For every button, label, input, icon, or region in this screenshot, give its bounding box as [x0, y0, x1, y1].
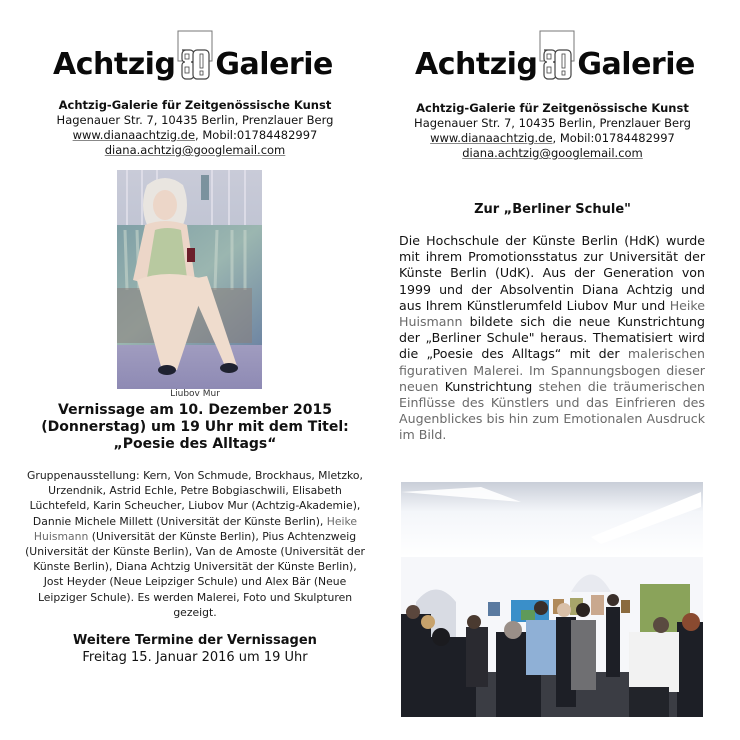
- org-name: Achtzig-Galerie für Zeitgenössische Kunst: [416, 101, 689, 115]
- email-link[interactable]: diana.achtzig@googlemail.com: [462, 146, 643, 160]
- text-part-2: bildete sich die neue Kunstrichtung der „Berliner Schule" heraus. Thematisiert wird die „Poesie des Alltags“ mit der: [399, 314, 705, 362]
- more-dates-title: Weitere Termine der Vernissagen: [73, 633, 317, 648]
- headline-line-3: „Poesie des Alltags“: [113, 436, 277, 452]
- logo-80-icon: [177, 30, 213, 80]
- group-exhibition-text: [25, 468, 365, 620]
- mobile-number: , Mobil:01784482997: [195, 128, 318, 142]
- street-address: Hagenauer Str. 7, 10435 Berlin, Prenzlauer Berg: [56, 113, 334, 127]
- address-block-2: [385, 101, 720, 161]
- text-part-1: Die Hochschule der Künste Berlin (HdK) wurde mit ihrem Promotionsstatus zur Universität der Künste Berlin (UdK). Aus der Generation von 1999 und der Absolventin Diana Achtzig und aus Ihrem Künstlerumfeld Liubov Mur und: [399, 233, 705, 313]
- more-dates-date: Freitag 15. Januar 2016 um 19 Uhr: [82, 650, 308, 665]
- painting-image: [117, 170, 262, 389]
- street-address: Hagenauer Str. 7, 10435 Berlin, Prenzlauer Berg: [414, 116, 691, 130]
- website-link[interactable]: www.dianaachtzig.de: [72, 128, 196, 142]
- logo-word-galerie: Galerie: [577, 47, 695, 82]
- website-link[interactable]: www.dianaachtzig.de: [430, 131, 553, 145]
- text-highlight-2: malerischen figurativen Malerei. Im Spannungsbogen dieser neuen: [399, 346, 705, 394]
- logo-word-galerie: Galerie: [215, 47, 333, 82]
- more-dates: [20, 632, 370, 666]
- mobile-number: , Mobil:01784482997: [552, 131, 675, 145]
- vernissage-photo: [401, 482, 703, 717]
- org-name: Achtzig-Galerie für Zeitgenössische Kunst: [58, 98, 332, 112]
- group-text-part-2: (Universität der Künste Berlin), Pius Achtenzweig (Universität der Künste Berlin), Van de Amoste (Universität der Künste Berlin), Diana Achtzig Universität der Künste Berlin), Jost Heyder (Neue Leipziger Schule) und Alex Bär (Neue Leipziger Schule). Es werden Malerei, Foto und Skulpturen gezeigt.: [25, 529, 365, 619]
- text-highlight-3: stehen die träumerischen Einflüsse des Künstlers und das Einfrieren des Augenblickes bis hin zum Emotionalen Ausdruck im Bild.: [399, 378, 705, 443]
- painting-caption: Liubov Mur: [170, 389, 220, 399]
- logo-80-icon: [539, 30, 575, 80]
- gallery-logo: [53, 30, 333, 80]
- section-title: Zur „Berliner Schule": [474, 202, 631, 217]
- berliner-schule-text: [399, 233, 705, 444]
- text-part-3: Kunstrichtung: [444, 378, 533, 394]
- logo-word-achtzig: Achtzig: [415, 47, 538, 82]
- group-text-part-1: Gruppenausstellung: Kern, Von Schmude, Brockhaus, Mletzko, Urzendnik, Astrid Echle, Petre Bobgiaschwili, Elisabeth Lüchtefeld, Karin Scheucher, Liubov Mur (Achtzig-Akademie), Dannie Michele Millett (Universität der Künste Berlin),: [27, 469, 363, 528]
- headline-line-1: Vernissage am 10. Dezember 2015: [58, 402, 332, 418]
- address-block: [20, 98, 370, 158]
- group-text-highlight: Heike Huismann: [33, 514, 358, 543]
- headline-line-2: (Donnerstag) um 19 Uhr mit dem Titel:: [41, 419, 349, 435]
- gallery-logo-2: [415, 30, 695, 80]
- email-link[interactable]: diana.achtzig@googlemail.com: [104, 143, 286, 157]
- logo-word-achtzig: Achtzig: [53, 47, 176, 82]
- vernissage-headline: [20, 402, 370, 453]
- text-highlight-1: Heike Huismann: [399, 297, 705, 330]
